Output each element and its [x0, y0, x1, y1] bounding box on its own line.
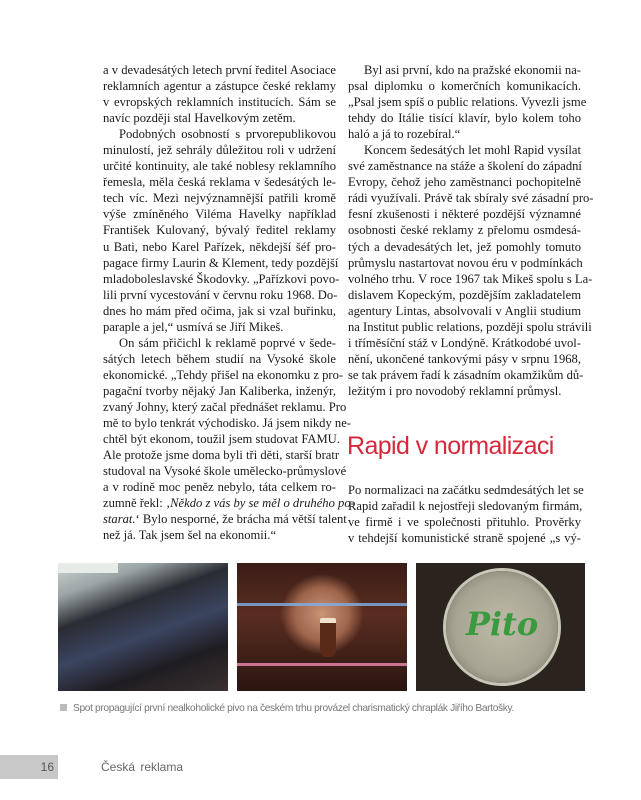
text-line: Podobných osobností s prvorepublikovou [119, 127, 336, 142]
text-line: Ale protože jsme doma byli tři děti, starší bratr [103, 448, 340, 463]
photo-bottle-cap [416, 563, 585, 691]
text-line: výše zmíněného Viléma Havelky například [103, 207, 336, 222]
text-line [103, 511, 347, 527]
text-line: Byl asi první, kdo na pražské ekonomii na- [364, 63, 581, 77]
right-text-column-after-heading [348, 482, 584, 546]
text-line: chtěl být ekonom, toužil jsem studovat FAMU. [103, 432, 340, 447]
page-number: 16 [40, 760, 54, 774]
section-heading: Rapid v normalizaci [347, 432, 554, 460]
bottle-cap-logo: Pito [465, 605, 539, 643]
text-line: On sám přičichl k reklamě poprvé v šede- [119, 335, 336, 350]
beer-glass [320, 618, 336, 657]
text-line: zvaný Johny, který začal přednášet reklamu. Pro [103, 399, 347, 414]
text-line: dislavem Kopeckým, pozdějším zakladatelem [348, 287, 581, 302]
text-line: tech víc. Mezi nejvýznamnější patřili kromě [103, 191, 336, 206]
text-line: František Kulovaný, bývalý ředitel reklamy [103, 223, 336, 238]
text-line: paraple a jel,“ usmívá se Jiří Mikeš. [103, 319, 284, 334]
text-line: ve firmě i ve společnosti přituhlo. Prověrky [348, 515, 581, 530]
text-line [103, 495, 355, 511]
text-line: se tak právem řadí k zásadním okamžikům dů- [348, 367, 584, 382]
caption-square-icon [60, 704, 67, 711]
text-line: průmyslu nastartovat novou éru v podmínkách [348, 255, 583, 270]
text-line: agentury Lintas, absolvovali v Anglii studium [348, 303, 581, 318]
text-line: fesní zkušenosti i některé pozdější významné [348, 207, 581, 222]
photo-man-drinking-beer [237, 563, 407, 691]
text-line: v tehdejší komunistické straně spojené „s vý- [348, 531, 581, 546]
text-line: i tříměsíční stáž v Londýně. Krátkodobé uvol- [348, 335, 581, 350]
left-text-column [103, 62, 355, 543]
right-text-column [348, 62, 594, 399]
text-line: reklamních agentur a zástupce české reklamy [103, 79, 336, 94]
text-line: haló a já to rozebíral.“ [348, 127, 461, 142]
text-line: mě to bylo tenkrát východisko. Já jsem nikdy ne- [103, 416, 351, 431]
running-head: Česká reklama [101, 760, 184, 774]
text-line: Rapid zařadil k nejostřeji sledovaným firmám, [348, 499, 583, 514]
text-line: volného trhu. V roce 1967 tak Mikeš spolu s La- [348, 271, 593, 286]
text-line: a v rodině moc peněz nebylo, táta celkem ro- [103, 480, 336, 495]
text-line: psal diplomku o komerčních komunikacích. [348, 79, 581, 94]
text-line: tých a devadesátých let, jež pomohly tomuto [348, 239, 581, 254]
text-line: minulostí, jež sehrály důležitou roli v udržení [103, 143, 336, 158]
italic-quote: ‚Někdo z vás by se měl o druhého po- [165, 496, 355, 511]
text-line: mladoboleslavské Škodovky. „Pařízkovi povo- [103, 271, 340, 286]
text-line: Po normalizaci na začátku sedmdesátých let se [348, 483, 584, 497]
text-segment: zumně řekl: [103, 496, 166, 511]
text-line: navíc později stal Havelkovým zetěm. [103, 111, 296, 126]
photo-caption [60, 703, 514, 714]
text-line: na Institut public relations, později spolu strávili [348, 319, 592, 334]
text-line: osobnosti české reklamy z přelomu osmdesá- [348, 223, 581, 238]
text-line: rádi využívali. Právě tak sbíraly své zásadní pro- [348, 191, 594, 206]
text-line: lili první vycestování v červnu roku 1968. Do- [103, 287, 338, 302]
text-line: v evropských reklamních institucích. Sám se [103, 95, 336, 110]
text-line: pagační tvorby nějaký Jan Kaliberka, inženýr, [103, 383, 336, 398]
text-line: určité kontinuity, ale také noblesy reklamního [103, 159, 336, 174]
text-line: ležitým i pro novodobý reklamní průmysl. [348, 383, 562, 398]
page-number-box [0, 755, 58, 779]
text-line: své zaměstnance na stáže a školení do západní [348, 159, 582, 174]
text-line: „Psal jsem spíš o public relations. Vyvezli jsme [348, 95, 587, 110]
text-line: pagace firmy Laurin & Klement, tedy pozdější [103, 255, 339, 270]
text-line: Evropy, čehož jeho zaměstnanci pochopitelně [348, 175, 581, 190]
text-line: u Bati, nebo Karel Pařízek, někdejší šéf pro- [103, 239, 336, 254]
text-segment: ‘ Bylo nesporné, že brácha má větší talent [135, 512, 347, 527]
text-line: dnes ho mám před očima, jak si vzal buřinku, [103, 303, 336, 318]
italic-quote: starat. [103, 512, 136, 527]
text-line: ekonomické. „Tehdy přišel na ekonomku z pro- [103, 367, 344, 382]
text-line: než já. Tak jsem šel na ekonomii.“ [103, 528, 277, 543]
text-line: sátých letech během studií na Vysoké škole [103, 351, 336, 366]
caption-text: Spot propagující první nealkoholické pivo na českém trhu provázel charismatický chraplák Jiřího Bartošky. [73, 703, 514, 714]
text-line: Koncem šedesátých let mohl Rapid vysílat [364, 143, 581, 158]
text-line: studoval na Vysoké škole umělecko-průmyslové [103, 464, 347, 479]
bottle-cap [446, 571, 558, 683]
text-line: nění, ukončené tankovými pásy v srpnu 1968, [348, 351, 581, 366]
text-line: tehdy do Itálie tisící klavír, bylo kolem toho [348, 111, 581, 126]
text-line: a v devadesátých letech první ředitel Asociace [103, 63, 336, 77]
text-line: řemesla, měla česká reklama v šedesátých le- [103, 175, 336, 190]
photo-man-in-car [58, 563, 228, 691]
